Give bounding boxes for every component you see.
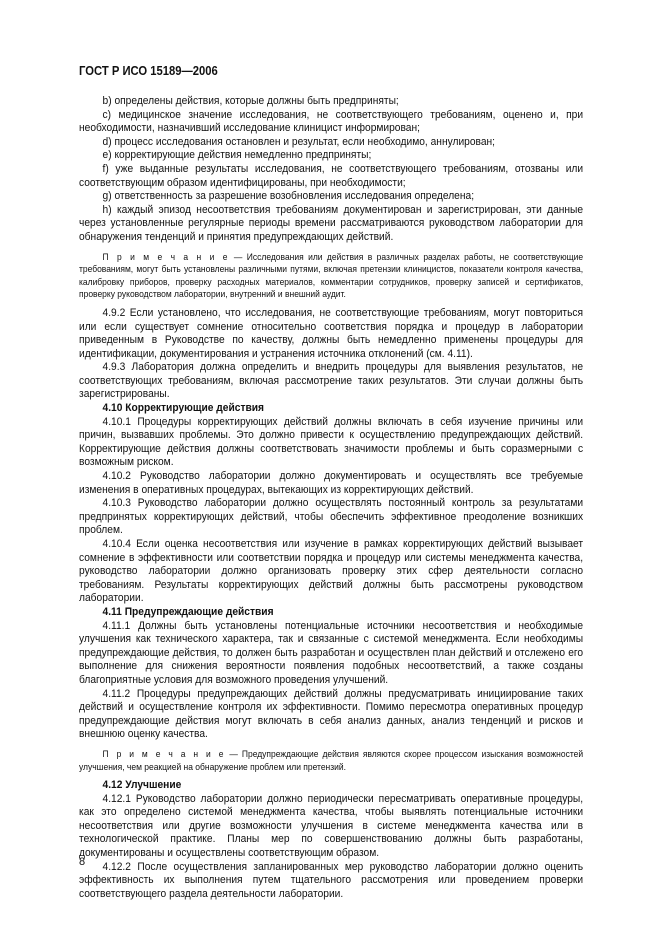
paragraph-4-11-2: 4.11.2 Процедуры предупреждающих действий должны предусматривать инициирование таких действий и осуществление контроля их эффективности. Помимо пересмотра оперативных процедур предупреждающие действия могут включать в себя анализ данных, анализ тенденций и рисков и внешнюю оценку качества. [79, 687, 584, 741]
document-page [79, 64, 584, 901]
paragraph-4-10-4: 4.10.4 Если оценка несоответствия или изучение в рамках корректирующих действий вызывает сомнение в эффективности или соответствии порядка и процедур или системы менеджмента качества, руководство лаборатории должно организовать проверку этих сфер деятельности согласно требованиям. Результаты корректирующих действий должны быть рассмотрены руководством лаборатории. [79, 538, 584, 605]
list-item-h: h) каждый эпизод несоответствия требованиям документирован и зарегистрирован, эти данные через установленные регулярные периоды времени рассматриваются руководством лаборатории для обнаружения тенденций и принятия предупреждающих действий. [79, 203, 584, 243]
paragraph-4-9-3: 4.9.3 Лаборатория должна определить и внедрить процедуры для выявления результатов, не соответствующих требованиям, включая рассмотрение таких результатов. Эти случаи должны быть зарегистрированы. [79, 361, 584, 401]
note-preventive-actions [79, 748, 583, 773]
paragraph-4-9-2: 4.9.2 Если установлено, что исследования, не соответствующие требованиям, могут повториться или если существует сомнение относительно соответствия порядка и процедур в лаборатории приведенным в Руководстве по качеству, должны быть немедленно применены процедуры для идентификации, документирования и устранения источника отклонений (см. 4.11). [79, 306, 584, 360]
note-dash: — [225, 747, 242, 759]
list-item-f: f) уже выданные результаты исследования, не соответствующего требованиям, отозваны или соответствующим образом идентифицированы, при необходимости; [79, 162, 584, 189]
paragraph-4-12-2: 4.12.2 После осуществления запланированных мер руководство лаборатории должно оценить эффективность их выполнения путем тщательного рассмотрения или проведением проверки соответствующего раздела деятельности лаборатории. [79, 860, 584, 900]
section-heading-4-10: 4.10 Корректирующие действия [102, 402, 265, 415]
note-text: Предупреждающие действия являются скорее процессом изыскания возможностей улучшения, чем реакцией на обнаружение проблем или претензий. [79, 747, 584, 772]
note-label: П р и м е ч а н и е [102, 747, 226, 759]
list-item-e: e) корректирующие действия немедленно предприняты; [102, 149, 372, 162]
note-label: П р и м е ч а н и е [102, 250, 230, 262]
paragraph-4-10-2: 4.10.2 Руководство лаборатории должно документировать и осуществлять все требуемые изменения в оперативных процедурах, вытекающих из корректирующих действий. [79, 470, 584, 496]
list-item-c: c) медицинское значение исследования, не соответствующего требованиям, оценено и, при необходимости, назначивший исследование клиницист информирован; [79, 108, 584, 135]
paragraph-4-11-1: 4.11.1 Должны быть установлены потенциальные источники несоответствия и необходимые улучшения как технического характера, так и связанные с системой менеджмента. Если необходимы предупреждающие действия, то должен быть разработан и осуществлен план действий и отслежено его выполнение для снижения вероятности появления подобных несоответствий, а также созданы благоприятные условия для возможного проведения улучшений. [79, 619, 584, 686]
section-heading-4-12: 4.12 Улучшение [102, 779, 182, 792]
document-body [79, 95, 583, 901]
list-item-g: g) ответственность за разрешение возобновления исследования определена; [102, 190, 475, 203]
list-item-b: b) определены действия, которые должны быть предприняты; [102, 95, 399, 107]
note-dash: — [229, 250, 247, 262]
section-heading-4-11: 4.11 Предупреждающие действия [102, 605, 274, 618]
paragraph-4-12-1: 4.12.1 Руководство лаборатории должно периодически пересматривать оперативные процедуры, как это определено системой менеджмента качества, чтобы выявлять потенциальные источники несоответствия или другие возможности улучшения в системе менеджмента качества или в технологической практике. Планы мер по совершенствованию должны быть разработаны, документированы и осуществлены соответствующим образом. [79, 792, 584, 860]
note-text: Исследования или действия в различных разделах работы, не соответствующие требованиям, могут быть установлены различными путями, включая претензии клиницистов, показатели контроля качества, калибровку приборов, проверку расходных материалов, комментарии сотрудников, проверку записей и сертификатов, проверку руководством лаборатории, внутренний и внешний аудит. [79, 250, 584, 300]
page-number: 8 [79, 856, 86, 868]
list-item-d: d) процесс исследования остановлен и результат, если необходимо, аннулирован; [102, 135, 496, 148]
paragraph-4-10-3: 4.10.3 Руководство лаборатории должно осуществлять постоянный контроль за результатами предпринятых корректирующих действий, чтобы обеспечить эффективное преодоление возникших проблем. [79, 497, 584, 537]
paragraph-4-10-1: 4.10.1 Процедуры корректирующих действий должны включать в себя изучение причины или причин, вызвавших проблемы. Это должно привести к осуществлению предупреждающих действий. Корректирующие действия должны соответствовать значимости проблемы и быть соразмерными с возможным риском. [79, 415, 584, 469]
note-nonconformity-sources [79, 251, 583, 301]
document-header: ГОСТ Р ИСО 15189—2006 [79, 64, 218, 78]
